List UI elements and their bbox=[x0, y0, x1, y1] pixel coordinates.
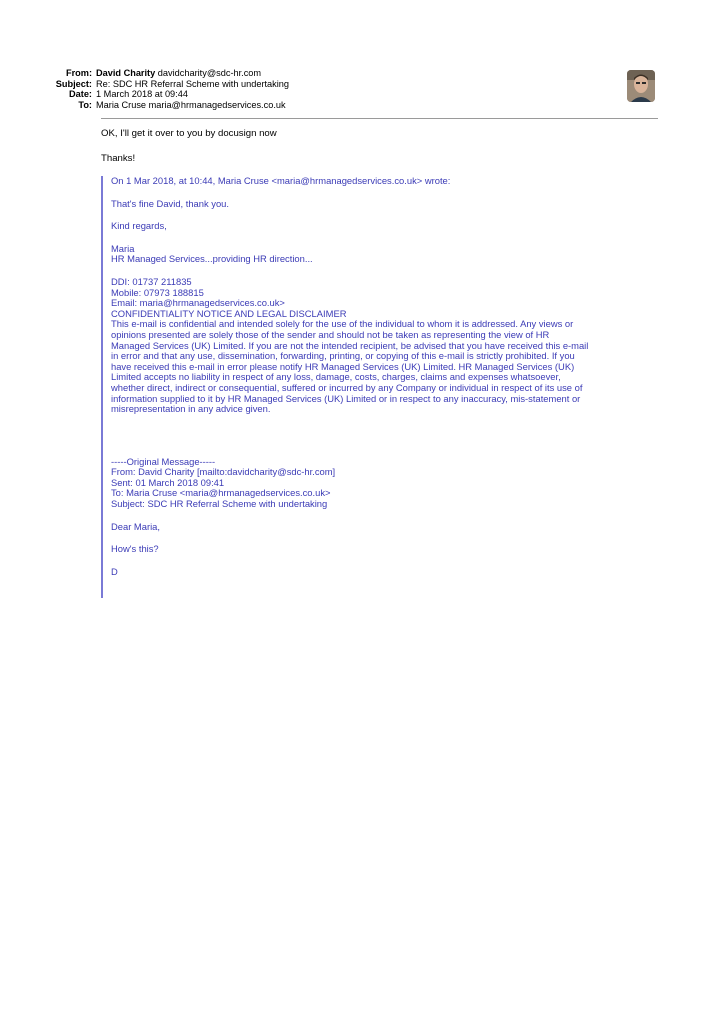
original-to: To: Maria Cruse <maria@hrmanagedservices.co.uk> bbox=[111, 487, 331, 499]
email-body bbox=[101, 128, 661, 164]
header-divider bbox=[101, 118, 658, 119]
quote-mobile: Mobile: 07973 188815 bbox=[111, 286, 204, 298]
quote-tagline: HR Managed Services...providing HR direction... bbox=[111, 253, 313, 265]
from-value bbox=[96, 68, 261, 79]
date-label: Date: bbox=[69, 89, 92, 99]
quote-name: Maria bbox=[111, 242, 135, 254]
to-row bbox=[40, 100, 660, 111]
disclaimer-title: CONFIDENTIALITY NOTICE AND LEGAL DISCLAIMER bbox=[111, 307, 347, 319]
sender-name: David Charity bbox=[96, 68, 156, 78]
disclaimer-line: misrepresentation in any advice given. bbox=[111, 403, 271, 415]
disclaimer-text bbox=[111, 319, 654, 414]
original-question: How's this? bbox=[111, 543, 159, 555]
quoted-message bbox=[101, 176, 654, 598]
disclaimer-line: in error and that any use, dissemination, forwarding, printing, or copying of this e-mail is strictly prohibited. If you bbox=[111, 350, 575, 362]
disclaimer-line: Limited accepts no liability in respect of any loss, damage, costs, charges, claims and expenses whatsoever, bbox=[111, 371, 561, 383]
from-label: From: bbox=[65, 68, 92, 78]
avatar-photo-icon bbox=[627, 70, 655, 102]
from-row bbox=[40, 68, 660, 79]
quote-attribution: On 1 Mar 2018, at 10:44, Maria Cruse <maria@hrmanagedservices.co.uk> wrote: bbox=[111, 175, 451, 186]
sender-avatar bbox=[627, 70, 655, 102]
date-value: 1 March 2018 at 09:44 bbox=[96, 89, 188, 99]
disclaimer-line: Managed Services (UK) Limited. If you are not the intended recipient, be advised that you have received this e-mail bbox=[111, 339, 589, 351]
original-greeting: Dear Maria, bbox=[111, 520, 160, 532]
subject-value: Re: SDC HR Referral Scheme with undertaking bbox=[96, 78, 290, 89]
reply-thanks: Thanks! bbox=[101, 153, 136, 164]
email-header bbox=[40, 68, 660, 110]
original-signature: D bbox=[111, 565, 118, 577]
original-from: From: David Charity [mailto:davidcharity@sdc-hr.com] bbox=[111, 466, 336, 478]
original-sent: Sent: 01 March 2018 09:41 bbox=[111, 476, 225, 488]
sender-email[interactable]: davidcharity@sdc-hr.com bbox=[157, 68, 262, 78]
quote-email[interactable]: Email: maria@hrmanagedservices.co.uk> bbox=[111, 297, 285, 309]
original-subject: Subject: SDC HR Referral Scheme with undertaking bbox=[111, 498, 328, 510]
original-message-marker: -----Original Message----- bbox=[111, 455, 216, 467]
quote-ddi: DDI: 01737 211835 bbox=[111, 275, 192, 287]
subject-row bbox=[40, 79, 660, 90]
reply-text: OK, I'll get it over to you by docusign now bbox=[101, 128, 277, 139]
to-value: Maria Cruse maria@hrmanagedservices.co.uk bbox=[96, 99, 286, 110]
disclaimer-line: have received this e-mail in error please notify HR Managed Services (UK) Limited. HR Managed Services (UK) bbox=[111, 360, 575, 372]
disclaimer-line: opinions presented are solely those of the sender and should not be taken as representing the view of HR bbox=[111, 328, 550, 340]
quote-signoff: Kind regards, bbox=[111, 220, 167, 232]
date-row bbox=[40, 89, 660, 100]
disclaimer-line: information supplied to it by HR Managed Services (UK) Limited or in respect to any inaccuracy, mis-statement or bbox=[111, 392, 581, 404]
subject-label: Subject: bbox=[55, 78, 92, 89]
quote-greeting: That's fine David, thank you. bbox=[111, 197, 229, 209]
disclaimer-line: whether direct, indirect or consequential, suffered or incurred by any Company or individual in respect of its use of bbox=[111, 381, 583, 393]
to-label: To: bbox=[78, 99, 92, 110]
disclaimer-line: This e-mail is confidential and intended solely for the use of the individual to whom it is addressed. Any views or bbox=[111, 318, 574, 330]
